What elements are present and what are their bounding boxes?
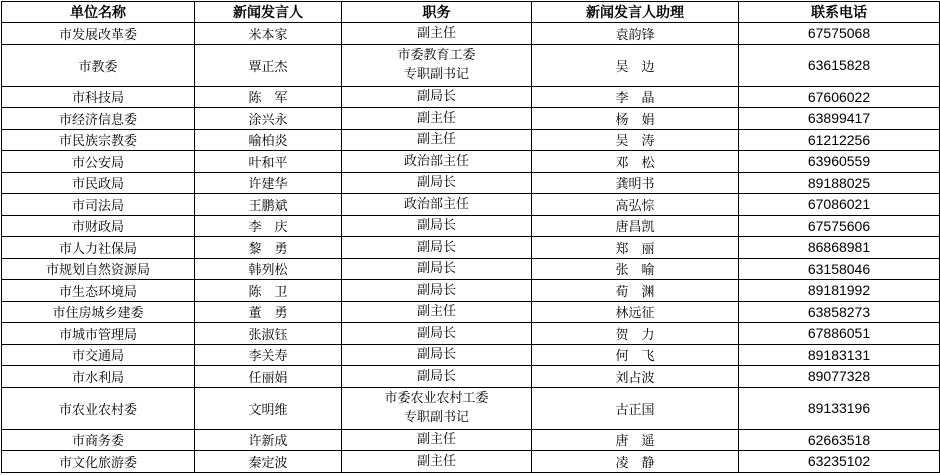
title-cell xyxy=(342,387,532,429)
table-row xyxy=(2,429,940,451)
unit-cell: 市科技局 xyxy=(2,86,195,108)
title-cell xyxy=(342,366,532,388)
spokesperson-cell: 喻柏炎 xyxy=(195,129,342,151)
table-body xyxy=(2,23,940,473)
title-line: 副局长 xyxy=(416,239,456,255)
phone-cell: 67575068 xyxy=(739,23,940,45)
unit-cell: 市文化旅游委 xyxy=(2,451,195,473)
spokesperson-cell: 文明维 xyxy=(195,387,342,429)
spokesperson-table xyxy=(1,1,940,473)
table-row xyxy=(2,258,940,280)
assistant-cell: 邓 松 xyxy=(532,151,739,173)
unit-cell: 市发展改革委 xyxy=(2,23,195,45)
spokesperson-cell: 李关寿 xyxy=(195,344,342,366)
assistant-cell: 刘占波 xyxy=(532,366,739,388)
table-row xyxy=(2,23,940,45)
title-line: 市委教育工委 xyxy=(397,48,476,63)
unit-cell: 市农业农村委 xyxy=(2,387,195,429)
title-line: 副主任 xyxy=(416,132,456,148)
phone-cell: 89077328 xyxy=(739,366,940,388)
phone-cell: 67886051 xyxy=(739,323,940,345)
table-row xyxy=(2,151,940,173)
title-cell xyxy=(342,172,532,194)
assistant-cell: 贺 力 xyxy=(532,323,739,345)
spokesperson-cell: 陈 军 xyxy=(195,86,342,108)
title-line: 专职副书记 xyxy=(403,410,469,425)
assistant-cell: 郑 丽 xyxy=(532,237,739,259)
unit-cell: 市教委 xyxy=(2,44,195,86)
title-line: 市委农业农村工委 xyxy=(384,391,489,406)
header-row xyxy=(2,2,940,23)
assistant-cell: 高弘悰 xyxy=(532,194,739,216)
phone-cell: 62663518 xyxy=(739,429,940,451)
table-row xyxy=(2,108,940,130)
title-cell xyxy=(342,44,532,86)
assistant-cell: 袁韵锋 xyxy=(532,23,739,45)
spokesperson-cell: 黎 勇 xyxy=(195,237,342,259)
assistant-cell: 吴 边 xyxy=(532,44,739,86)
title-line: 副局长 xyxy=(416,261,456,277)
spokesperson-cell: 董 勇 xyxy=(195,301,342,323)
phone-cell: 63235102 xyxy=(739,451,940,473)
spokesperson-cell: 涂兴永 xyxy=(195,108,342,130)
unit-cell: 市民族宗教委 xyxy=(2,129,195,151)
header-assistant: 新闻发言人助理 xyxy=(532,2,739,23)
table-row xyxy=(2,344,940,366)
title-line: 政治部主任 xyxy=(403,153,469,169)
phone-cell: 63615828 xyxy=(739,44,940,86)
table-row xyxy=(2,215,940,237)
phone-cell: 89181992 xyxy=(739,280,940,302)
phone-cell: 89133196 xyxy=(739,387,940,429)
title-cell xyxy=(342,108,532,130)
spokesperson-cell: 覃正杰 xyxy=(195,44,342,86)
title-cell xyxy=(342,23,532,45)
title-line: 副主任 xyxy=(416,432,456,448)
title-line: 副主任 xyxy=(416,25,456,41)
header-unit: 单位名称 xyxy=(2,2,195,23)
table-row xyxy=(2,301,940,323)
assistant-cell: 林远征 xyxy=(532,301,739,323)
unit-cell: 市经济信息委 xyxy=(2,108,195,130)
table-row xyxy=(2,323,940,345)
unit-cell: 市人力社保局 xyxy=(2,237,195,259)
table-row xyxy=(2,237,940,259)
table-row xyxy=(2,129,940,151)
title-cell xyxy=(342,323,532,345)
spokesperson-cell: 王鹏斌 xyxy=(195,194,342,216)
title-cell xyxy=(342,258,532,280)
unit-cell: 市商务委 xyxy=(2,429,195,451)
spokesperson-cell: 韩列松 xyxy=(195,258,342,280)
title-cell xyxy=(342,129,532,151)
table-row xyxy=(2,366,940,388)
phone-cell: 63158046 xyxy=(739,258,940,280)
title-cell xyxy=(342,301,532,323)
assistant-cell: 凌 静 xyxy=(532,451,739,473)
spokesperson-cell: 陈 卫 xyxy=(195,280,342,302)
spokesperson-cell: 张淑钰 xyxy=(195,323,342,345)
assistant-cell: 唐 遥 xyxy=(532,429,739,451)
unit-cell: 市规划自然资源局 xyxy=(2,258,195,280)
phone-cell: 67086021 xyxy=(739,194,940,216)
title-line: 副局长 xyxy=(416,89,456,105)
table-row xyxy=(2,451,940,473)
phone-cell: 67575606 xyxy=(739,215,940,237)
table-row xyxy=(2,172,940,194)
title-line: 副主任 xyxy=(416,304,456,320)
assistant-cell: 荀 渊 xyxy=(532,280,739,302)
unit-cell: 市生态环境局 xyxy=(2,280,195,302)
spokesperson-cell: 秦定波 xyxy=(195,451,342,473)
title-cell xyxy=(342,151,532,173)
phone-cell: 67606022 xyxy=(739,86,940,108)
assistant-cell: 唐昌凯 xyxy=(532,215,739,237)
phone-cell: 63858273 xyxy=(739,301,940,323)
table-row xyxy=(2,280,940,302)
spokesperson-cell: 许新成 xyxy=(195,429,342,451)
phone-cell: 89188025 xyxy=(739,172,940,194)
unit-cell: 市住房城乡建委 xyxy=(2,301,195,323)
title-line: 副局长 xyxy=(416,282,456,298)
title-cell xyxy=(342,215,532,237)
header-spokesperson: 新闻发言人 xyxy=(195,2,342,23)
unit-cell: 市财政局 xyxy=(2,215,195,237)
title-cell xyxy=(342,451,532,473)
assistant-cell: 张 喻 xyxy=(532,258,739,280)
unit-cell: 市公安局 xyxy=(2,151,195,173)
table-row xyxy=(2,44,940,86)
title-cell xyxy=(342,280,532,302)
title-line: 专职副书记 xyxy=(403,67,469,82)
assistant-cell: 何 飞 xyxy=(532,344,739,366)
title-line: 政治部主任 xyxy=(403,196,469,212)
title-cell xyxy=(342,86,532,108)
unit-cell: 市司法局 xyxy=(2,194,195,216)
title-line: 副局长 xyxy=(416,175,456,191)
assistant-cell: 李 晶 xyxy=(532,86,739,108)
table-row xyxy=(2,86,940,108)
title-line: 副局长 xyxy=(416,347,456,363)
table-row xyxy=(2,194,940,216)
assistant-cell: 龚明书 xyxy=(532,172,739,194)
title-cell xyxy=(342,344,532,366)
assistant-cell: 杨 娟 xyxy=(532,108,739,130)
assistant-cell: 古正国 xyxy=(532,387,739,429)
title-line: 副局长 xyxy=(416,368,456,384)
title-cell xyxy=(342,237,532,259)
header-title: 职务 xyxy=(342,2,532,23)
phone-cell: 86868981 xyxy=(739,237,940,259)
table-row xyxy=(2,387,940,429)
spokesperson-cell: 许建华 xyxy=(195,172,342,194)
phone-cell: 63960559 xyxy=(739,151,940,173)
title-line: 副局长 xyxy=(416,218,456,234)
assistant-cell: 吴 涛 xyxy=(532,129,739,151)
phone-cell: 89183131 xyxy=(739,344,940,366)
title-cell xyxy=(342,429,532,451)
header-phone: 联系电话 xyxy=(739,2,940,23)
unit-cell: 市交通局 xyxy=(2,344,195,366)
unit-cell: 市民政局 xyxy=(2,172,195,194)
spokesperson-cell: 任丽娟 xyxy=(195,366,342,388)
title-cell xyxy=(342,194,532,216)
phone-cell: 61212256 xyxy=(739,129,940,151)
unit-cell: 市城市管理局 xyxy=(2,323,195,345)
unit-cell: 市水利局 xyxy=(2,366,195,388)
title-line: 副局长 xyxy=(416,325,456,341)
title-line: 副主任 xyxy=(416,453,456,469)
spokesperson-cell: 叶和平 xyxy=(195,151,342,173)
spokesperson-cell: 米本家 xyxy=(195,23,342,45)
spokesperson-cell: 李 庆 xyxy=(195,215,342,237)
title-line: 副主任 xyxy=(416,110,456,126)
phone-cell: 63899417 xyxy=(739,108,940,130)
